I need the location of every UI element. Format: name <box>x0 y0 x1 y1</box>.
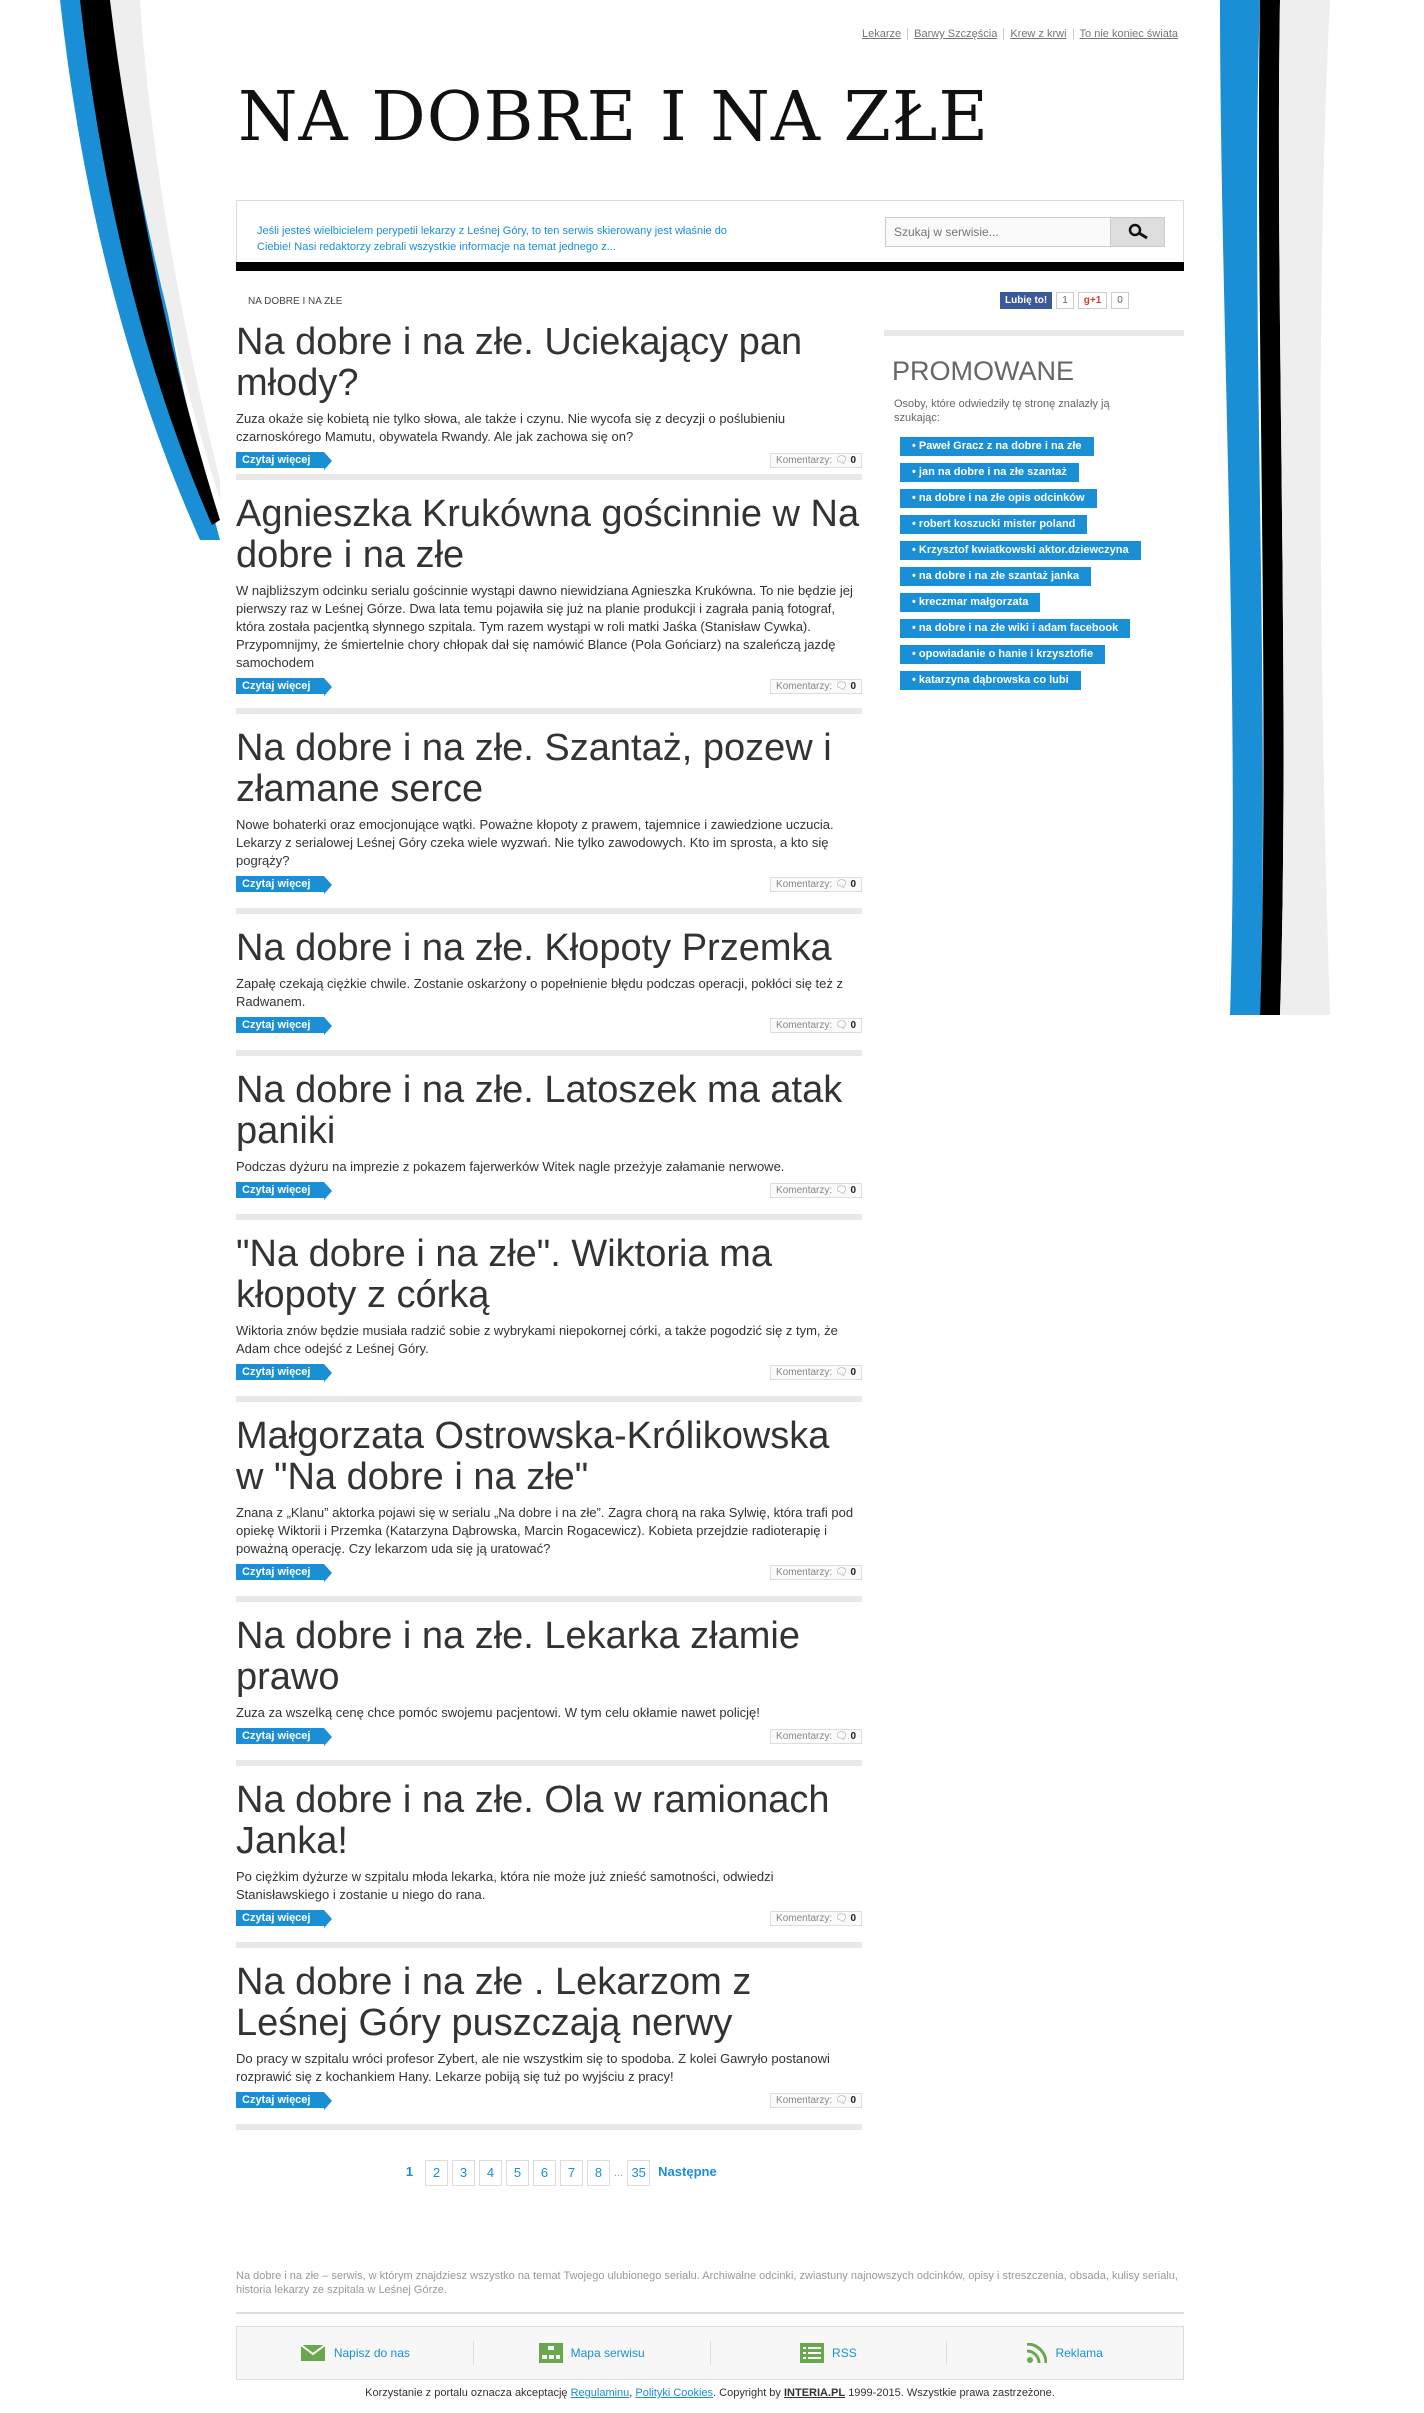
article-footer <box>236 450 862 470</box>
read-more-button[interactable]: Czytaj więcej <box>236 1564 324 1580</box>
top-link-lekarze[interactable]: Lekarze <box>862 28 902 40</box>
top-link-krew-z-krwi[interactable]: Krew z krwi <box>1003 28 1072 40</box>
comments-label: Komentarzy: <box>776 680 833 692</box>
search-tag[interactable]: • na dobre i na złe wiki i adam facebook <box>900 619 1130 638</box>
article-footer <box>236 676 862 696</box>
article-item <box>236 928 862 1056</box>
article-item <box>236 322 862 480</box>
footer-divider <box>236 2312 1184 2314</box>
comments-counter[interactable] <box>770 2093 862 2108</box>
google-plus-button[interactable]: g+1 <box>1078 292 1108 309</box>
promoted-heading: PROMOWANE <box>892 356 1074 386</box>
article-footer <box>236 1562 862 1582</box>
article-lead: Zapałę czekają ciężkie chwile. Zostanie oskarżony o popełnienie błędu podczas operacji, pokłóci się też z Radwanem. <box>236 976 844 1009</box>
search-tag[interactable]: • katarzyna dąbrowska co lubi <box>900 671 1081 690</box>
comment-icon: 🗨 <box>834 1566 848 1578</box>
comment-icon: 🗨 <box>834 680 848 692</box>
comments-counter[interactable] <box>770 679 862 694</box>
rss-feed-icon <box>1027 2343 1047 2363</box>
comments-counter[interactable] <box>770 1018 862 1033</box>
page-link[interactable]: 3 <box>452 2160 475 2186</box>
comments-counter[interactable] <box>770 1183 862 1198</box>
next-page-link[interactable]: Następne <box>658 2164 717 2179</box>
copyright-mid: . Copyright by <box>713 2387 781 2399</box>
article-list <box>236 322 862 2144</box>
read-more-button[interactable]: Czytaj więcej <box>236 1182 324 1198</box>
article-lead: Znana z „Klanu” aktorka pojawi się w serialu „Na dobre i na złe”. Zagra chorą na raka Sylwię, która trafi pod opiekę Wiktorii i Przemka (Katarzyna Dąbrowska, Marcin Rogacewicz). Kobieta przejdzie radioterapię i poważną operację. Czy lekarzom uda się ją uratować? <box>236 1505 854 1556</box>
page-link[interactable]: 6 <box>533 2160 556 2186</box>
article-title[interactable]: Na dobre i na złe . Lekarzom z Leśnej Góry puszczają nerwy <box>236 1961 752 2044</box>
search-tag[interactable]: • na dobre i na złe szantaż janka <box>900 567 1091 586</box>
page-link[interactable]: 7 <box>560 2160 583 2186</box>
search-band <box>236 200 1184 264</box>
comments-count: 0 <box>850 680 856 692</box>
article-title[interactable]: Na dobre i na złe. Uciekający pan młody? <box>236 321 803 404</box>
search-tag[interactable]: • Krzysztof kwiatkowski aktor.dziewczyna <box>900 541 1141 560</box>
comment-icon: 🗨 <box>834 1019 848 1031</box>
facebook-like-button[interactable]: Lubię to! <box>1000 292 1052 309</box>
article-item <box>236 494 862 714</box>
sidebar-promoted <box>884 330 1184 697</box>
article-item <box>236 1234 862 1402</box>
comments-counter[interactable] <box>770 453 862 468</box>
page-link-last[interactable]: 35 <box>627 2160 650 2186</box>
footer-link-ads[interactable] <box>947 2341 1183 2365</box>
copyright <box>236 2387 1184 2399</box>
comment-icon: 🗨 <box>834 454 848 466</box>
social-buttons <box>1000 292 1129 309</box>
comment-icon: 🗨 <box>834 2094 848 2106</box>
comments-label: Komentarzy: <box>776 454 833 466</box>
cookies-policy-link[interactable]: Polityki Cookies <box>635 2387 714 2399</box>
page-link[interactable]: 8 <box>587 2160 610 2186</box>
content-wrapper <box>236 0 1184 2413</box>
page-link-current[interactable]: 1 <box>405 2164 414 2179</box>
search-tag[interactable]: • kreczmar małgorzata <box>900 593 1040 612</box>
comment-icon: 🗨 <box>834 878 848 890</box>
comments-count: 0 <box>850 1366 856 1378</box>
footer-links <box>236 2326 1184 2380</box>
page-link[interactable]: 5 <box>506 2160 529 2186</box>
article-item <box>236 728 862 914</box>
comments-counter[interactable] <box>770 877 862 892</box>
promoted-subtitle: Osoby, które odwiedziły tę stronę znalazły ją szukając: <box>894 398 1110 424</box>
comments-count: 0 <box>850 878 856 890</box>
article-lead: Po ciężkim dyżurze w szpitalu młoda lekarka, która nie może już znieść samotności, odwiedzi Stanisławskiego i zostanie u niego do rana. <box>236 1869 774 1902</box>
footer-link-label: Mapa serwisu <box>570 2346 645 2360</box>
search-tag[interactable]: • robert koszucki mister poland <box>900 515 1087 534</box>
comments-count: 0 <box>850 2094 856 2106</box>
comments-count: 0 <box>850 1912 856 1924</box>
footer-link-rss[interactable] <box>711 2341 948 2365</box>
comments-label: Komentarzy: <box>776 1566 833 1578</box>
read-more-button[interactable]: Czytaj więcej <box>236 876 324 892</box>
read-more-button[interactable]: Czytaj więcej <box>236 1017 324 1033</box>
comments-count: 0 <box>850 1566 856 1578</box>
comment-icon: 🗨 <box>834 1730 848 1742</box>
comments-label: Komentarzy: <box>776 1730 833 1742</box>
article-footer <box>236 1362 862 1382</box>
comments-label: Komentarzy: <box>776 2094 833 2106</box>
footer-link-label: Napisz do nas <box>333 2346 410 2360</box>
comments-label: Komentarzy: <box>776 1019 833 1031</box>
article-lead: Nowe bohaterki oraz emocjonujące wątki. Poważne kłopoty z prawem, tajemnice i zawiedzione uczucia. Lekarzy z serialowej Leśnej Góry czeka wiele wyzwań. Nie tylko zawodowych. Kto im sprosta, a kto się pogrąży? <box>236 817 834 868</box>
comments-label: Komentarzy: <box>776 1366 833 1378</box>
comments-label: Komentarzy: <box>776 1184 833 1196</box>
interia-brand[interactable]: INTERIA.PL <box>784 2387 846 2399</box>
top-link-to-nie-koniec-swiata[interactable]: To nie koniec świata <box>1073 28 1184 40</box>
rss-list-icon <box>800 2343 824 2363</box>
search-icon <box>1127 223 1149 241</box>
pagination-ellipsis: ... <box>614 2167 624 2179</box>
comment-icon: 🗨 <box>834 1366 848 1378</box>
article-title[interactable]: Na dobre i na złe. Lekarka złamie prawo <box>236 1615 800 1698</box>
comment-icon: 🗨 <box>834 1184 848 1196</box>
article-title[interactable]: "Na dobre i na złe". Wiktoria ma kłopoty z córką <box>236 1233 772 1316</box>
article-item <box>236 1416 862 1602</box>
article-footer <box>236 1908 862 1928</box>
google-plus-count: 0 <box>1111 292 1129 309</box>
article-item <box>236 1616 862 1766</box>
decorative-swoosh-left <box>60 0 220 540</box>
footer-description: Na dobre i na złe – serwis, w którym znajdziesz wszystko na temat Twojego ulubionego serialu. Archiwalne odcinki, zwiastuny najnowszych odcinków, opisy i streszczenia, obsada, kulisy serialu, historia lekarzy ze szpitala w Leśnej Górze. <box>236 2270 1178 2296</box>
search-tags <box>900 437 1184 690</box>
comments-count: 0 <box>850 454 856 466</box>
search-tag[interactable]: • na dobre i na złe opis odcinków <box>900 489 1097 508</box>
pagination <box>398 2160 717 2186</box>
article-lead: Podczas dyżuru na imprezie z pokazem fajerwerków Witek nagle przeżyje załamanie nerwowe. <box>236 1159 785 1174</box>
comments-counter[interactable] <box>770 1565 862 1580</box>
article-lead: Zuza okaże się kobietą nie tylko słowa, ale także i czynu. Nie wycofa się z decyzji o poślubieniu czarnoskórego Mamutu, obywatela Rwandy. Ale jak zachowa się on? <box>236 411 786 444</box>
read-more-button[interactable]: Czytaj więcej <box>236 1364 324 1380</box>
comment-icon: 🗨 <box>834 1912 848 1924</box>
article-title[interactable]: Agnieszka Krukówna gościnnie w Na dobre i na złe <box>236 493 860 576</box>
comments-count: 0 <box>850 1184 856 1196</box>
top-link-barwy-szczescia[interactable]: Barwy Szczęścia <box>907 28 1003 40</box>
article-title[interactable]: Na dobre i na złe. Latoszek ma atak paniki <box>236 1069 843 1152</box>
article-lead: Wiktoria znów będzie musiała radzić sobie z wybrykami niepokornej córki, a także pogodzić się z tym, że Adam chce odejść z Leśnej Góry. <box>236 1323 838 1356</box>
top-links <box>856 28 1184 40</box>
article-title[interactable]: Małgorzata Ostrowska-Królikowska w "Na dobre i na złe" <box>236 1415 830 1498</box>
header-black-bar <box>236 262 1184 271</box>
page <box>216 0 1424 2413</box>
comments-counter[interactable] <box>770 1911 862 1926</box>
copyright-prefix: Korzystanie z portalu oznacza akceptację <box>365 2387 568 2399</box>
article-footer <box>236 1180 862 1200</box>
intro-text: Jeśli jesteś wielbicielem perypetii lekarzy z Leśnej Góry, to ten serwis skierowany jest właśnie do Ciebie! Nasi redaktorzy zebrali wszystkie informacje na temat jednego z... <box>257 225 727 253</box>
article-lead: Zuza za wszelką cenę chce pomóc swojemu pacjentowi. W tym celu okłamie nawet policję! <box>236 1705 760 1720</box>
article-footer <box>236 1726 862 1746</box>
search-button[interactable] <box>1110 218 1164 246</box>
search-input[interactable] <box>886 218 1110 246</box>
read-more-button[interactable]: Czytaj więcej <box>236 678 324 694</box>
footer-link-sitemap[interactable] <box>474 2341 711 2365</box>
comments-count: 0 <box>850 1019 856 1031</box>
comments-label: Komentarzy: <box>776 1912 833 1924</box>
article-item <box>236 1962 862 2130</box>
article-lead: Do pracy w szpitalu wróci profesor Zybert, ale nie wszystkim się to spodoba. Z kolei Gawryło postanowi rozprawić się z kochankiem Hany. Lekarze pobiją się tuż po wyjściu z pracy! <box>236 2051 830 2084</box>
article-title[interactable]: Na dobre i na złe. Ola w ramionach Janka! <box>236 1779 830 1862</box>
footer-link-label: RSS <box>832 2346 857 2360</box>
article-item <box>236 1070 862 1220</box>
copyright-suffix: 1999-2015. Wszystkie prawa zastrzeżone. <box>848 2387 1055 2399</box>
article-footer <box>236 874 862 894</box>
article-title[interactable]: Na dobre i na złe. Kłopoty Przemka <box>236 927 832 969</box>
facebook-like-count: 1 <box>1056 292 1074 309</box>
breadcrumb[interactable]: NA DOBRE I NA ZŁE <box>248 296 343 307</box>
comments-counter[interactable] <box>770 1729 862 1744</box>
article-lead: W najbliższym odcinku serialu gościnnie wystąpi dawno niewidziana Agnieszka Krukówna. To nie będzie jej pierwszy raz w Leśnej Górze. Dwa lata temu pojawiła się już na planie produkcji i zagrała panią fotograf, która została pacjentką słynnego szpitala. Tym razem wystąpi w roli matki Jaśka (Stanisław Cywka). Przypomnijmy, że śmiertelnie chory chłopak dał się namówić Blance (Pola Gońciarz) na szaleńczą jazdę samochodem <box>236 583 853 670</box>
comments-counter[interactable] <box>770 1365 862 1380</box>
copyright-comma: , <box>629 2387 633 2399</box>
read-more-button[interactable]: Czytaj więcej <box>236 1910 324 1926</box>
article-item <box>236 1780 862 1948</box>
read-more-button[interactable]: Czytaj więcej <box>236 452 324 468</box>
comments-count: 0 <box>850 1730 856 1742</box>
search-tag[interactable]: • Paweł Gracz z na dobre i na złe <box>900 437 1094 456</box>
search-tag[interactable]: • opowiadanie o hanie i krzysztofie <box>900 645 1105 664</box>
article-title[interactable]: Na dobre i na złe. Szantaż, pozew i złamane serce <box>236 727 832 810</box>
read-more-button[interactable]: Czytaj więcej <box>236 1728 324 1744</box>
site-logo[interactable]: NA DOBRE I NA ZŁE <box>238 78 989 157</box>
search-box <box>885 217 1165 247</box>
comments-label: Komentarzy: <box>776 878 833 890</box>
page-link[interactable]: 4 <box>479 2160 502 2186</box>
article-footer <box>236 2090 862 2110</box>
sidebar-divider <box>884 330 1184 336</box>
envelope-icon <box>300 2344 326 2362</box>
terms-link[interactable]: Regulaminu <box>570 2387 630 2399</box>
sitemap-icon <box>539 2343 563 2363</box>
footer-link-label: Reklama <box>1055 2346 1103 2360</box>
search-tag[interactable]: • jan na dobre i na złe szantaż <box>900 463 1079 482</box>
page-link[interactable]: 2 <box>425 2160 448 2186</box>
read-more-button[interactable]: Czytaj więcej <box>236 2092 324 2108</box>
footer-link-contact[interactable] <box>237 2341 474 2365</box>
article-footer <box>236 1015 862 1035</box>
